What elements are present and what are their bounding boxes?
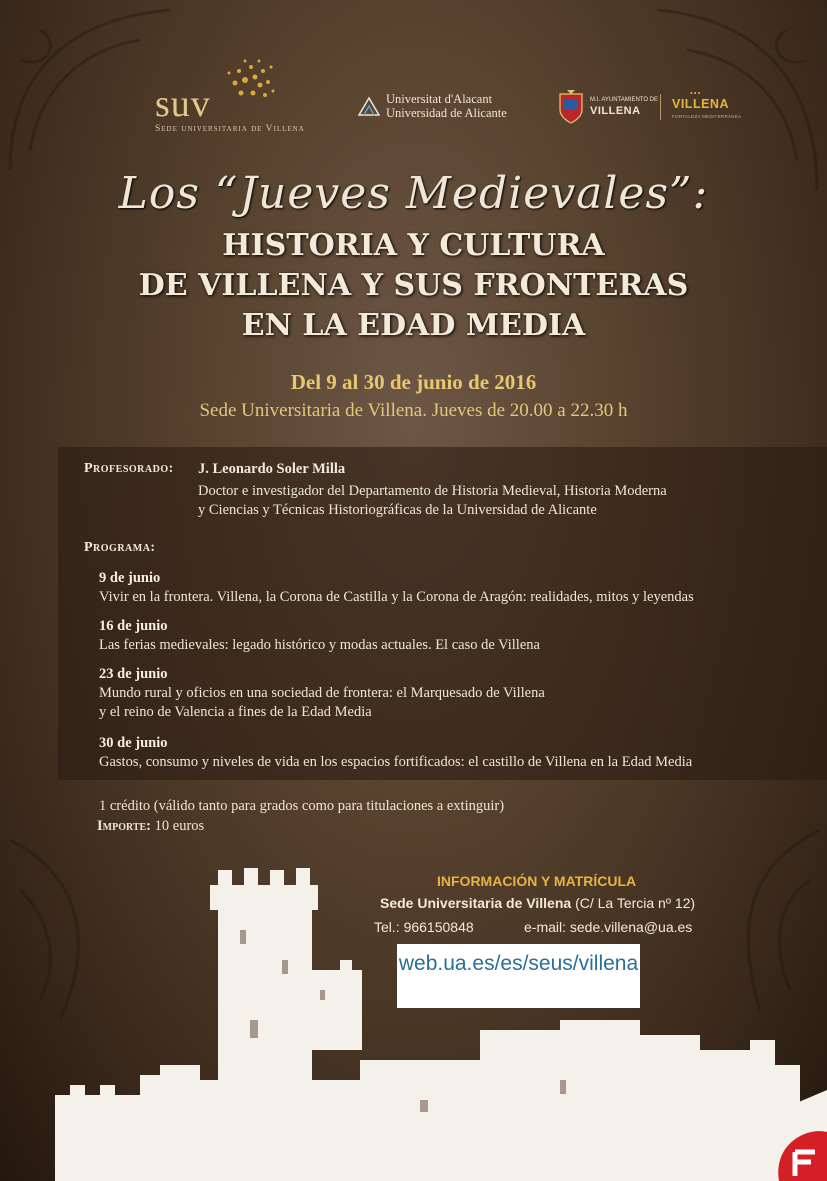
suv-logo-subtitle: Sede universitaria de Villena — [155, 124, 305, 134]
ua-logo-text — [386, 92, 507, 120]
info-sede-name: Sede Universitaria de Villena — [380, 895, 572, 911]
session-item — [99, 734, 799, 772]
ayuntamiento-name: VILLENA — [590, 105, 641, 117]
red-corner-badge-icon — [767, 1128, 827, 1181]
logos-bar — [0, 52, 827, 137]
session-title: Vivir en la frontera. Villena, la Corona de Castilla y la Corona de Aragón: realidades, mitos y leyendas — [99, 589, 694, 605]
course-dates: Del 9 al 30 de junio de 2016 — [290, 370, 537, 394]
info-sede-address: (C/ La Tercia nº 12) — [575, 895, 696, 911]
info-email[interactable]: e-mail: sede.villena@ua.es — [524, 919, 693, 935]
session-title: Las ferias medievales: legado histórico y modas actuales. El caso de Villena — [99, 637, 540, 653]
credit-info: 1 crédito (válido tanto para grados como para titulaciones a extinguir) — [99, 798, 505, 814]
importe-info — [97, 818, 204, 835]
villena-brand-name: VILLENA — [672, 97, 729, 111]
subtitle — [0, 226, 827, 346]
importe-value: 10 euros — [154, 818, 205, 834]
session-date: 9 de junio — [99, 570, 161, 586]
session-date: 30 de junio — [99, 735, 168, 751]
session-item — [99, 665, 799, 722]
profesorado-label: Profesorado: — [84, 461, 174, 476]
ayuntamiento-label: M.I. AYUNTAMIENTO DE — [590, 97, 659, 103]
main-title: Los “Jueves Medievales”: — [118, 168, 709, 219]
logo-divider — [660, 94, 661, 120]
info-telephone: Tel.: 966150848 — [374, 919, 474, 935]
subtitle-line-1: HISTORIA Y CULTURA — [222, 228, 605, 263]
session-item — [99, 617, 799, 655]
session-date: 16 de junio — [99, 618, 168, 634]
programa-label: Programa: — [84, 540, 156, 555]
session-item — [99, 569, 799, 607]
profesor-description-line-1: Doctor e investigador del Departamento de Historia Medieval, Historia Moderna — [198, 483, 667, 499]
session-title: Gastos, consumo y niveles de vida en los espacios fortificados: el castillo de Villena en la Edad Media — [99, 754, 693, 770]
subtitle-line-2: DE VILLENA Y SUS FRONTERAS — [138, 268, 689, 303]
session-title-continued: y el reino de Valencia a fines de la Edad Media — [99, 704, 372, 720]
session-date: 23 de junio — [99, 666, 168, 682]
subtitle-line-3: EN LA EDAD MEDIA — [241, 308, 586, 343]
profesor-description-line-2: y Ciencias y Técnicas Historiográficas de la Universidad de Alicante — [198, 502, 597, 518]
web-link[interactable]: web.ua.es/es/seus/villena — [398, 952, 639, 975]
suv-logo-text: suv — [155, 83, 211, 125]
session-title: Mundo rural y oficios en una sociedad de frontera: el Marquesado de Villena — [99, 685, 545, 701]
info-title: INFORMACIÓN Y MATRÍCULA — [437, 873, 637, 889]
info-sede — [380, 895, 695, 911]
suv-sun-icon — [215, 55, 275, 105]
profesor-description — [198, 482, 758, 520]
profesor-name: J. Leonardo Soler Milla — [198, 461, 346, 477]
villena-brand-dots-icon: ••• — [690, 89, 702, 98]
ua-line-spanish: Universidad de Alicante — [386, 106, 507, 120]
course-place-time: Sede Universitaria de Villena. Jueves de 20.00 a 22.30 h — [199, 400, 628, 421]
villena-brand-subtitle: FORTALEZA MEDITERRÁNEA — [672, 114, 742, 119]
villena-shield-icon — [558, 90, 584, 124]
ua-line-valencian: Universitat d'Alacant — [386, 92, 493, 106]
importe-label: Importe: — [97, 818, 152, 834]
ua-logo-icon — [358, 96, 380, 116]
